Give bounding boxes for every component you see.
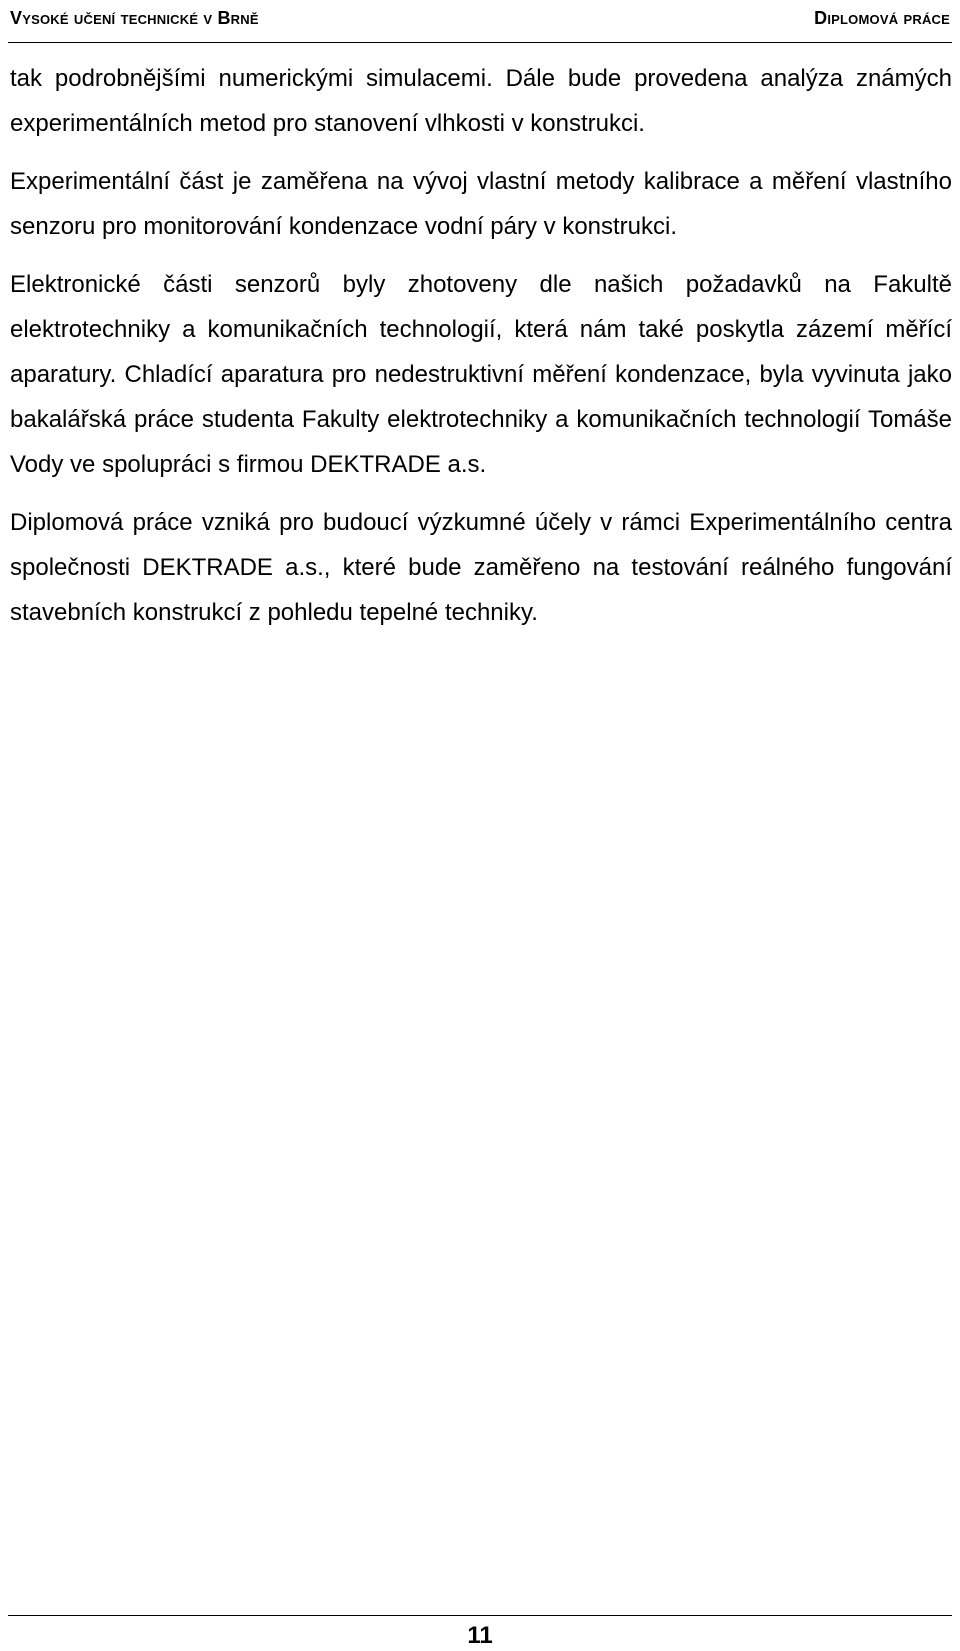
page-number: 11 xyxy=(467,1622,493,1649)
page-footer xyxy=(8,1615,952,1649)
paragraph-3: Elektronické části senzorů byly zhotoveny dle našich požadavků na Fakultě elektrotechniky a komunikačních technologií, která nám také poskytla zázemí měřící aparatury. Chladící aparatura pro nedestruktivní měření kondenzace, byla vyvinuta jako bakalářská práce studenta Fakulty elektrotechniky a komunikačních technologií Tomáše Vody ve spolupráci s firmou DEKTRADE a.s. xyxy=(10,271,952,478)
paragraph-1: tak podrobnějšími numerickými simulacemi. Dále bude provedena analýza známých experimentálních metod pro stanovení vlhkosti v konstrukci. xyxy=(10,65,952,137)
paragraph-2: Experimentální část je zaměřena na vývoj vlastní metody kalibrace a měření vlastního senzoru pro monitorování kondenzace vodní páry v konstrukci. xyxy=(10,168,952,240)
page-body xyxy=(10,56,952,648)
page-header xyxy=(8,0,952,43)
paragraph-4: Diplomová práce vzniká pro budoucí výzkumné účely v rámci Experimentálního centra společnosti DEKTRADE a.s., které bude zaměřeno na testování reálného fungování stavebních konstrukcí z pohledu tepelné techniky. xyxy=(10,509,952,626)
document-type: Diplomová práce xyxy=(814,8,950,28)
university-name: Vysoké učení technické v Brně xyxy=(10,8,259,28)
